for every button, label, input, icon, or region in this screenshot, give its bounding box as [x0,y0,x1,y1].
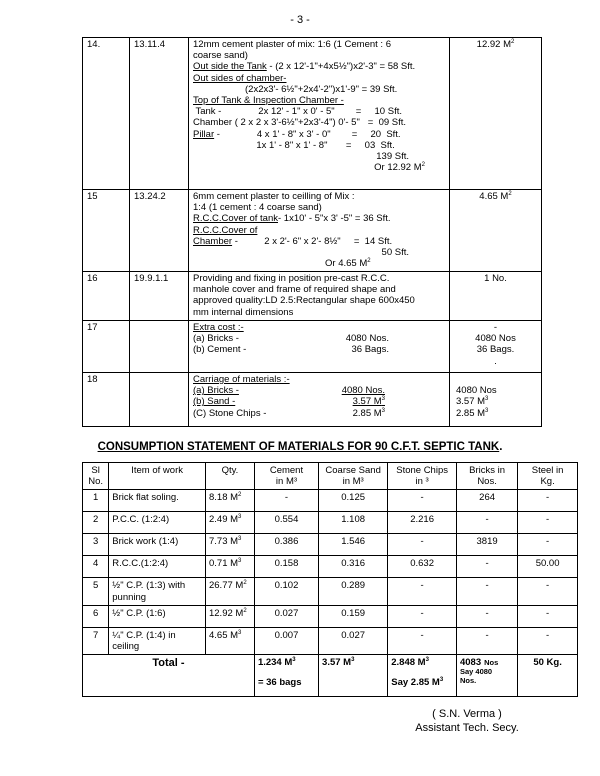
row-number: 3 [83,534,109,556]
cell-chips: - [388,534,457,556]
total-row [83,655,578,697]
table-row [83,605,578,627]
superscript: 3 [381,396,385,403]
underlined-label: Out side the Tank [193,61,267,73]
quantity-cell [205,578,254,605]
carriage-value [289,408,385,419]
table-row [83,512,578,534]
cell-cement: 0.158 [254,556,318,578]
carriage-amount: 3.57 M [352,396,382,408]
extra-cost-quantity [450,321,542,373]
carriage-label: (b) Sand - [193,396,236,408]
cell-sand: 0.027 [319,627,388,654]
quantity-cell [205,490,254,512]
carriage-line [193,396,445,407]
superscript: 3 [351,657,355,664]
cell-sand: 0.125 [319,490,388,512]
item-row [83,272,542,321]
total-label-text: Total - [152,657,185,670]
signatory-name: ( S.N. Verma ) [432,708,502,720]
carriage-line [193,385,445,396]
carriage-label: (a) Bricks - [193,385,239,397]
description-line [193,258,445,269]
item-of-work: Brick work (1:4) [109,534,206,556]
item-description [189,38,450,190]
description-line: 50 Sft. [381,247,409,259]
extra-cost-value: 36 Bags. [351,344,389,356]
table-row [83,556,578,578]
cell-chips: 0.632 [388,556,457,578]
cell-chips: - [388,490,457,512]
column-header: Steel in Kg. [518,463,578,490]
description-line [193,213,445,224]
superscript: 2 [243,580,247,587]
cell-bricks: - [456,605,517,627]
quantity-value: 2.85 M [456,407,486,419]
consumption-heading [0,441,600,455]
quantity-value: 4.65 M [208,629,239,641]
cell-steel: - [518,512,578,534]
cell-cement: 0.027 [254,605,318,627]
value-text: Say 2.85 M [391,677,440,689]
carriage-amount: 2.85 M [352,407,382,419]
quantity-cell [205,534,254,556]
cell-chips: 2.216 [388,512,457,534]
cell-steel: 50.00 [518,556,578,578]
superscript: 3 [292,657,296,664]
item-of-work: ¼" C.P. (1:4) in ceiling [109,627,206,654]
total-cement-bags: = 36 bags [257,677,302,689]
item-code [130,373,189,427]
carriage-value [289,396,385,407]
quantity-value: 12.92 M [476,39,511,50]
line-rest: - 1x10' - 5"x 3' -5" = 36 Sft. [278,213,391,225]
total-value: Or 4.65 M [325,258,368,270]
item-code [130,321,189,373]
superscript: 3 [238,558,242,565]
description-line [193,61,445,72]
superscript: 3 [238,514,242,521]
underlined-label: Chamber [193,235,233,247]
line-rest: - (2 x 12'-1"+4x5½")x2'-3" = 58 Sft. [266,61,416,73]
item-of-work: ½" C.P. (1:3) with punning [109,578,206,605]
description-line: mm internal dimensions [193,306,294,318]
extra-cost-line [193,333,445,344]
cell-bricks: - [456,627,517,654]
total-chips-say [391,677,453,688]
cell-bricks: - [456,512,517,534]
quantity-cell [205,556,254,578]
cell-sand: 0.316 [319,556,388,578]
item-row [83,190,542,272]
table-row [83,490,578,512]
column-header: Item of work [109,463,206,490]
description-line [193,162,445,173]
column-header: Stone Chips in ³ [388,463,457,490]
item-code: 19.9.1.1 [130,272,189,321]
cell-steel: - [518,578,578,605]
cell-sand: 0.289 [319,578,388,605]
description-line: manhole cover and frame of required shape and [193,284,396,296]
extra-cost-label: (a) Bricks - [193,333,239,345]
superscript: 2 [510,38,515,45]
consumption-title: CONSUMPTION STATEMENT OF MATERIALS FOR 90 C.F.T. SEPTIC TANK [97,441,500,453]
carriage-value [289,385,385,396]
quantity-value: 1 No. [484,273,507,284]
quantity-value: 8.18 M [208,492,239,504]
extra-cost-label: (b) Cement - [193,344,247,356]
value-text: 2.848 M [391,657,426,669]
quantity-line [456,385,537,396]
underlined-label: Pillar [193,128,215,140]
quantity-line [456,396,537,407]
quantity-value: 4.65 M [479,191,509,202]
cell-chips: - [388,578,457,605]
quantity-value: 7.73 M [208,536,239,548]
column-header: Cement in M³ [254,463,318,490]
extra-cost-row [83,321,542,373]
cell-cement: 0.007 [254,627,318,654]
total-value: Or 12.92 M [374,162,422,174]
description-line: 139 Sft. [376,151,409,163]
quantity-cell [205,512,254,534]
description-line: (2x2x3'- 6½"+2x4'-2")x1'-9" = 39 Sft. [245,83,398,95]
row-number: 7 [83,627,109,654]
superscript: 2 [243,607,247,614]
cell-cement: - [254,490,318,512]
superscript: 3 [485,396,489,403]
description-line: 12mm cement plaster of mix: 1:6 (1 Cement : 6 [193,39,391,50]
cell-cement: 0.554 [254,512,318,534]
description-line [193,236,445,247]
description-line: Tank - 2x 12' - 1" x 0' - 5" = 10 Sft. [193,106,402,118]
item-quantity [450,272,542,321]
cell-steel: - [518,605,578,627]
column-header: Bricks in Nos. [456,463,517,490]
line-rest: - 2 x 2'- 6" x 2'- 8½" = 14 Sft. [232,235,393,247]
line-rest: - 4 x 1' - 8" x 3' - 0" = 20 Sft. [214,128,401,140]
quantity-line: 4080 Nos [475,333,516,345]
extra-cost-description [189,321,450,373]
superscript: 3 [439,677,444,684]
item-quantity [450,190,542,272]
total-label [83,655,255,697]
carriage-title: Carriage of materials :- [193,374,290,385]
description-line: approved quality:LD 2.5:Rectangular shape 600x450 [193,295,415,307]
item-code: 13.11.4 [130,38,189,190]
item-number: 15 [83,190,130,272]
quantity-value: 3.57 M [456,396,486,408]
item-code: 13.24.2 [130,190,189,272]
value-text: 4083 [459,657,482,669]
page-number: - 3 - [290,14,310,26]
row-number: 1 [83,490,109,512]
total-bricks-unit: Nos. [459,676,477,686]
superscript: 2 [367,258,371,265]
cell-bricks: - [456,578,517,605]
cell-sand: 0.159 [319,605,388,627]
cell-bricks: 3819 [456,534,517,556]
quantity-value: 4080 Nos [456,385,497,397]
quantity-value: 2.49 M [208,514,239,526]
total-sand [319,655,388,697]
description-line: coarse sand) [193,50,248,62]
item-number: 14. [83,38,130,190]
superscript: 3 [485,407,489,414]
quantity-line: - [493,322,498,333]
carriage-description [189,373,450,427]
item-row [83,38,542,190]
item-of-work: ½" C.P. (1:6) [109,605,206,627]
description-line: Providing and fixing in position pre-cast R.C.C. [193,273,390,284]
superscript: 3 [238,629,242,636]
description-line: Chamber ( 2 x 2 x 3'-6½"+2x3'-4") 0'- 5" = 09 Sft. [193,117,407,129]
carriage-line [193,408,445,419]
items-table [82,37,542,427]
item-of-work: P.C.C. (1:2:4) [109,512,206,534]
unit-text: Nos [484,658,499,668]
quantity-spacer [456,374,537,385]
carriage-label: (C) Stone Chips - [193,407,267,419]
quantity-line [456,408,537,419]
quantity-cell [205,605,254,627]
cell-sand: 1.108 [319,512,388,534]
description-line [193,129,445,140]
item-number: 16 [83,272,130,321]
consumption-table [82,462,578,697]
cell-cement: 0.102 [254,578,318,605]
total-bricks-say: Say 4080 [459,667,493,677]
value-text: 1.234 M [257,657,293,669]
cell-steel: - [518,627,578,654]
item-of-work: R.C.C.(1:2:4) [109,556,206,578]
cell-steel: - [518,534,578,556]
total-cement [254,655,318,697]
superscript: 2 [508,190,512,197]
table-row [83,627,578,654]
table-row [83,578,578,605]
row-number: 2 [83,512,109,534]
carriage-row [83,373,542,427]
column-header: Qty. [205,463,254,490]
item-description [189,190,450,272]
quantity-value: 0.71 M [208,558,239,570]
value-text: 3.57 M [322,657,352,669]
consumption-title-suffix: . [499,441,503,453]
superscript: 3 [425,657,429,664]
extra-cost-value: 4080 Nos. [345,333,389,345]
total-steel: 50 Kg. [518,655,578,697]
quantity-line: . [494,355,497,367]
column-header: Sl No. [83,463,109,490]
quantity-cell [205,627,254,654]
total-bricks [456,655,517,697]
description-line: 1x 1' - 8" x 1' - 8" = 03 Sft. [193,139,395,151]
carriage-quantity [450,373,542,427]
description-line: Top of Tank & Inspection Chamber - [193,95,344,107]
signature-block [407,707,527,736]
item-number: 18 [83,373,130,427]
underlined-label: R.C.C.Cover of tank [193,213,278,225]
superscript: 3 [238,536,242,543]
superscript: 3 [381,407,385,414]
item-of-work: Brick flat soling. [109,490,206,512]
cell-bricks: 264 [456,490,517,512]
signatory-designation: Assistant Tech. Secy. [415,722,519,735]
quantity-value: 26.77 M [208,580,244,592]
superscript: 2 [238,492,242,499]
description-line: 1:4 (1 cement : 4 coarse sand) [193,202,322,214]
cell-steel: - [518,490,578,512]
quantity-line: 36 Bags. [476,344,515,356]
cell-chips: - [388,627,457,654]
quantity-value: 12.92 M [208,607,244,619]
cell-cement: 0.386 [254,534,318,556]
description-line: R.C.C.Cover of [193,224,258,236]
carriage-amount: 4080 Nos. [341,385,385,397]
row-number: 4 [83,556,109,578]
total-chips-value [391,657,453,668]
item-quantity [450,38,542,190]
row-number: 6 [83,605,109,627]
column-header: Coarse Sand in M³ [319,463,388,490]
description-line: Out sides of chamber- [193,72,287,84]
extra-cost-title: Extra cost :- [193,322,244,333]
item-description [189,272,450,321]
row-number: 5 [83,578,109,605]
total-chips [388,655,457,697]
cell-sand: 1.546 [319,534,388,556]
description-line: 6mm cement plaster to ceilling of Mix : [193,191,355,202]
total-cement-value [258,657,315,668]
cell-chips: - [388,605,457,627]
table-row [83,534,578,556]
item-number: 17 [83,321,130,373]
superscript: 2 [421,162,425,169]
extra-cost-line [193,344,445,355]
cell-bricks: - [456,556,517,578]
